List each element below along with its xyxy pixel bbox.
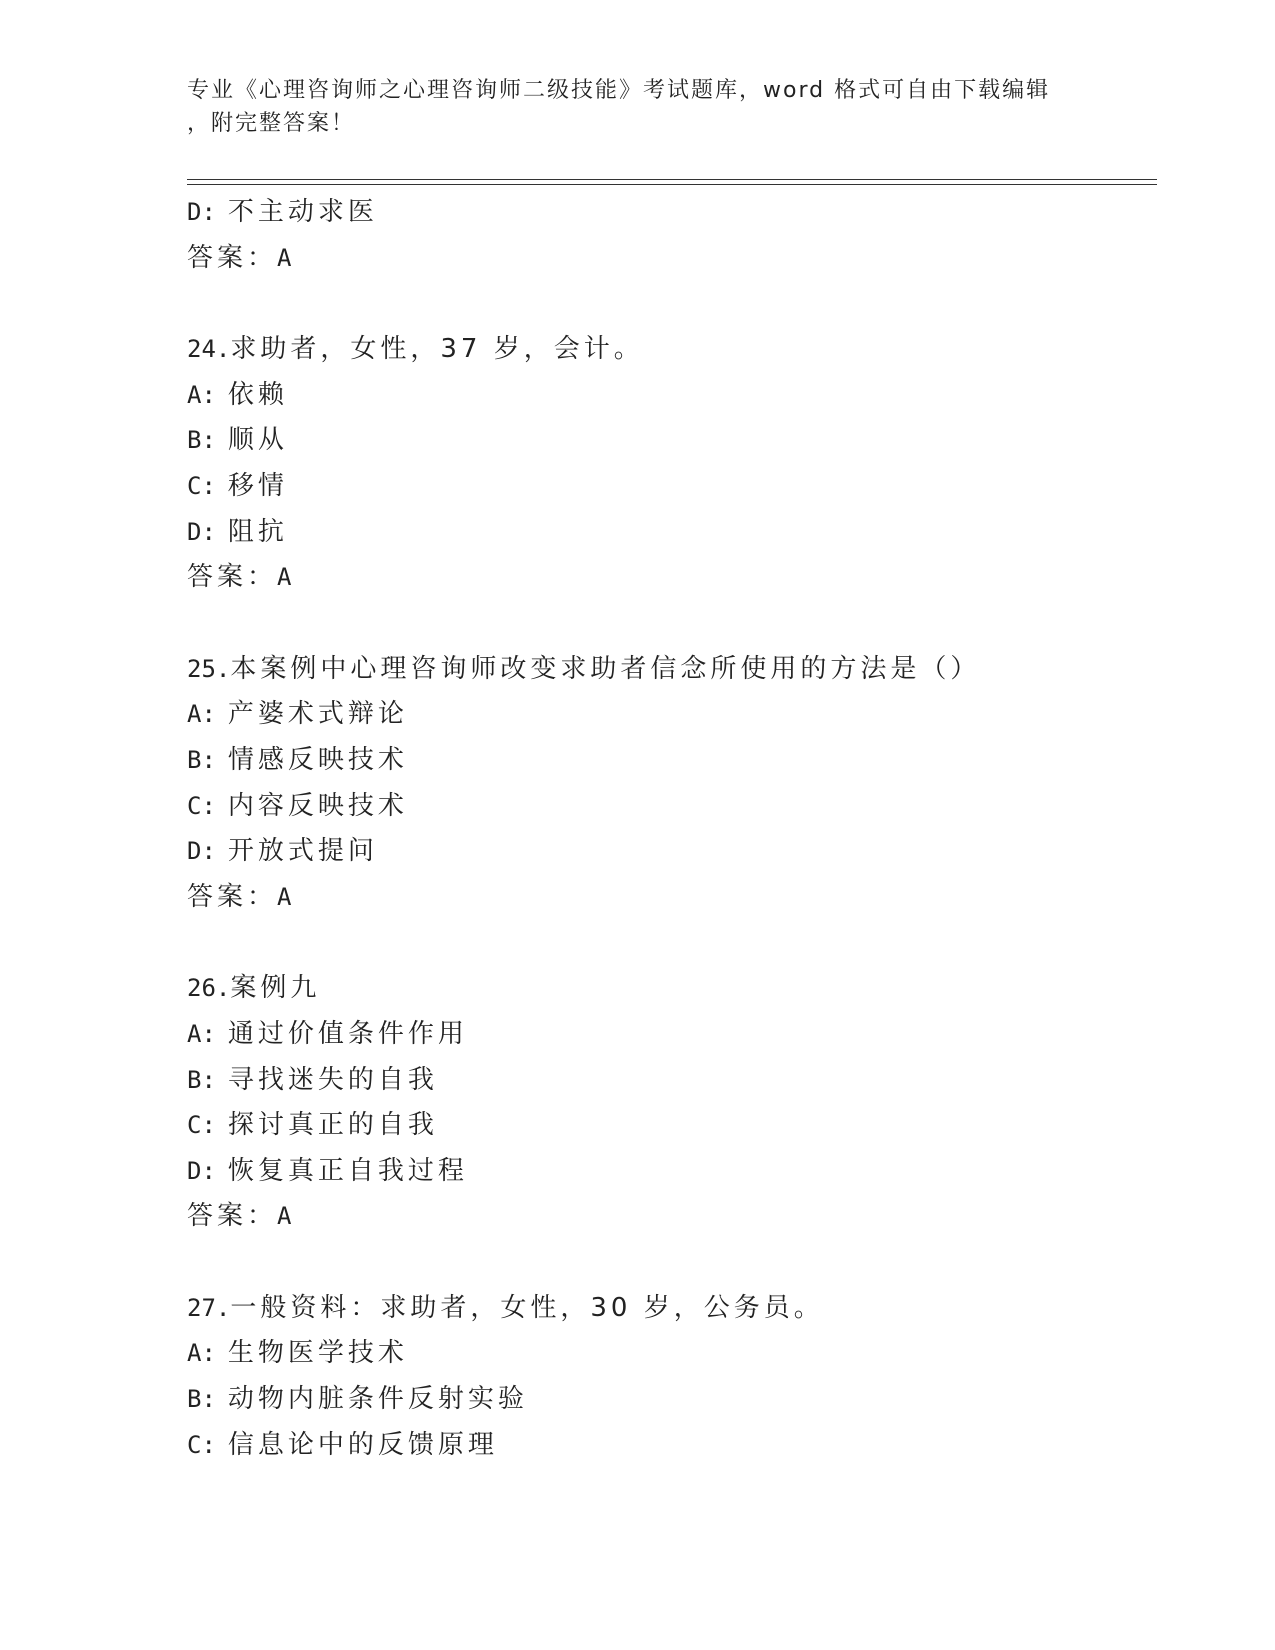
question-number: 25. — [187, 654, 231, 683]
question-text: 求助者，女性，37 岁，会计。 — [230, 334, 644, 365]
option-d — [187, 510, 1167, 556]
option-text: 探讨真正的自我 — [227, 1110, 438, 1141]
option-text: 通过价值条件作用 — [227, 1018, 468, 1049]
option-prefix: C: — [187, 1111, 216, 1140]
question-text: 本案例中心理咨询师改变求助者信念所使用的方法是（） — [230, 653, 981, 684]
answer-line — [187, 555, 1167, 601]
question-stem — [187, 327, 1167, 373]
option-text: 阻抗 — [227, 516, 288, 547]
option-b — [187, 1377, 1167, 1423]
answer-value: A — [277, 243, 292, 272]
question-number: 27. — [187, 1293, 231, 1322]
header-divider-top — [187, 179, 1157, 180]
option-prefix: D: — [187, 837, 216, 866]
question-text: 案例九 — [230, 973, 321, 1004]
option-text: 产婆术式辩论 — [227, 699, 408, 730]
option-prefix: A: — [187, 1339, 216, 1368]
option-text: 不主动求医 — [227, 197, 378, 227]
option-prefix: B: — [187, 1065, 216, 1094]
option-prefix: D: — [187, 198, 216, 226]
answer-line — [187, 236, 1167, 282]
question-text: 一般资料：求助者，女性，30 岁，公务员。 — [230, 1292, 824, 1323]
spacer — [187, 281, 1167, 327]
option-text: 恢复真正自我过程 — [227, 1155, 468, 1186]
spacer — [187, 920, 1167, 966]
option-prefix: B: — [187, 1385, 216, 1414]
option-b — [187, 1058, 1167, 1104]
option-prefix: A: — [187, 380, 216, 409]
option-c — [187, 1103, 1167, 1149]
question-stem — [187, 966, 1167, 1012]
option-prefix: C: — [187, 471, 216, 500]
option-d — [187, 190, 1167, 236]
answer-value: A — [277, 882, 292, 911]
option-text: 顺从 — [227, 425, 288, 456]
option-prefix: D: — [187, 1156, 216, 1185]
header-divider-bottom — [187, 184, 1157, 185]
header-title-line1: 专业《心理咨询师之心理咨询师二级技能》考试题库，word 格式可自由下载编辑 — [187, 78, 1051, 103]
option-prefix: D: — [187, 517, 216, 546]
option-d — [187, 829, 1167, 875]
option-prefix: A: — [187, 1019, 216, 1048]
option-text: 移情 — [227, 470, 288, 501]
question-number: 24. — [187, 335, 231, 364]
answer-label: 答案： — [187, 1201, 278, 1232]
answer-label: 答案： — [187, 881, 278, 912]
answer-line — [187, 875, 1167, 921]
option-b — [187, 738, 1167, 784]
option-prefix: C: — [187, 1430, 216, 1459]
option-prefix: B: — [187, 745, 216, 774]
option-text: 信息论中的反馈原理 — [227, 1429, 498, 1460]
option-text: 生物医学技术 — [227, 1338, 408, 1369]
answer-label: 答案： — [187, 562, 278, 593]
question-stem — [187, 1286, 1167, 1332]
option-text: 动物内脏条件反射实验 — [227, 1384, 528, 1415]
option-text: 依赖 — [227, 379, 288, 410]
option-prefix: B: — [187, 426, 216, 455]
header-title-line2: ，附完整答案！ — [187, 111, 356, 136]
answer-value: A — [277, 1202, 292, 1231]
option-a — [187, 373, 1167, 419]
question-number: 26. — [187, 974, 231, 1003]
option-prefix: A: — [187, 700, 216, 729]
option-text: 开放式提问 — [227, 836, 378, 867]
option-c — [187, 784, 1167, 830]
option-c — [187, 1423, 1167, 1469]
option-a — [187, 1012, 1167, 1058]
option-prefix: C: — [187, 791, 216, 820]
option-c — [187, 464, 1167, 510]
option-text: 寻找迷失的自我 — [227, 1064, 438, 1095]
question-stem — [187, 647, 1167, 693]
option-d — [187, 1149, 1167, 1195]
option-a — [187, 692, 1167, 738]
answer-value: A — [277, 563, 292, 592]
spacer — [187, 1240, 1167, 1286]
option-text: 内容反映技术 — [227, 790, 408, 821]
answer-line — [187, 1194, 1167, 1240]
option-text: 情感反映技术 — [227, 744, 408, 775]
answer-label: 答案： — [187, 242, 278, 273]
spacer — [187, 601, 1167, 647]
question-list — [187, 190, 1167, 1468]
option-b — [187, 418, 1167, 464]
option-a — [187, 1331, 1167, 1377]
document-header — [187, 74, 1087, 140]
